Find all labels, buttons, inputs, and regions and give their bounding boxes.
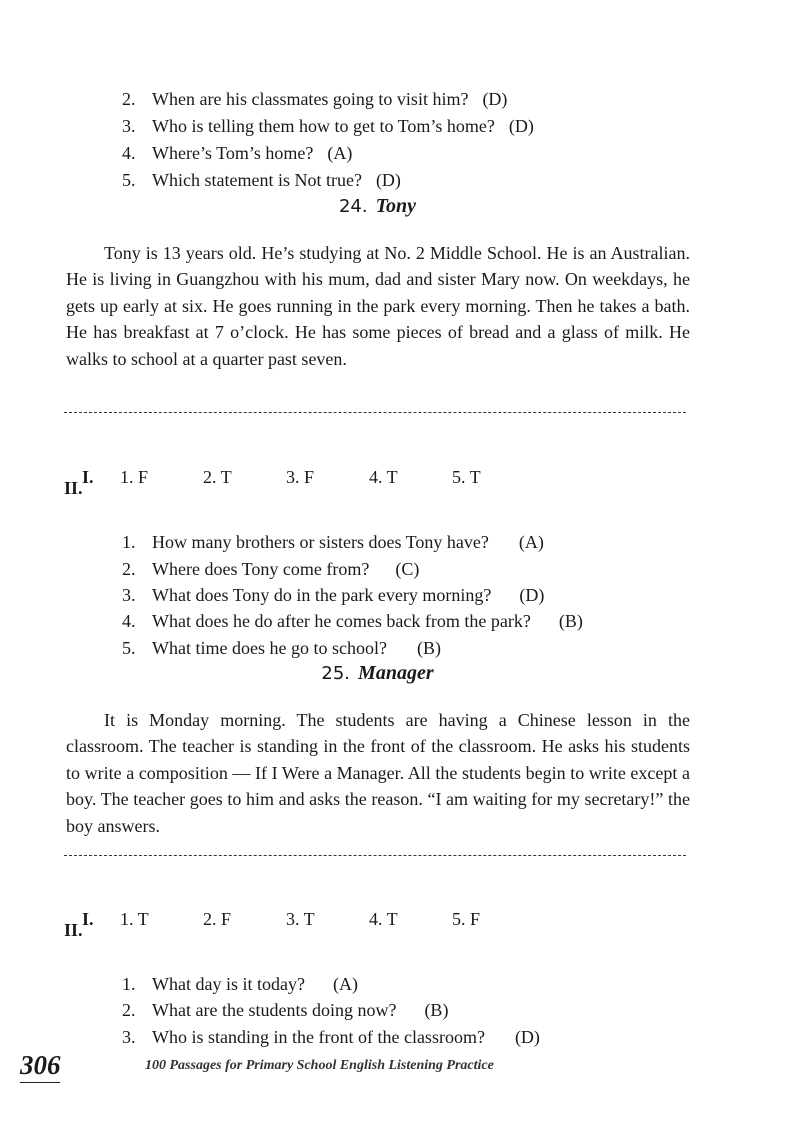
section-24-question-4: 4. What does he do after he comes back from the park? (B) [122,611,583,631]
section-24-part2-label: II. [64,478,83,498]
section-25-divider [64,855,686,856]
section-25-passage: It is Monday morning. The students are having a Chinese lesson in the classroom. The teacher is standing in the front of the classroom. He asks his students to write a composition — If I Were a Manager. All the students begin to write except a boy. The teacher goes to him and asks the reason. “I am waiting for my secretary!” the boy answers. [66,710,690,836]
top-question-5: 5. Which statement is Not true? (D) [122,170,401,190]
top-question-4: 4. Where’s Tom’s home? (A) [122,143,353,163]
section-25-part1-answers: I. 1. T 2. F 3. T 4. T 5. F [82,909,481,929]
section-25-part2-label: II. [64,920,83,940]
section-24-part1-answers: I. 1. F 2. T 3. F 4. T 5. T [82,467,481,487]
section-24-title: 24. Tony [338,195,417,217]
section-24-question-1: 1. How many brothers or sisters does Tony have? (A) [122,532,544,552]
section-25-title: 25. Manager [321,662,434,684]
section-24-question-2: 2. Where does Tony come from? (C) [122,559,420,579]
page-number-underline [20,1082,60,1083]
book-title-footer: 100 Passages for Primary School English Listening Practice [145,1058,494,1073]
section-24-question-5: 5. What time does he go to school? (B) [122,638,441,658]
top-question-3: 3. Who is telling them how to get to Tom’s home? (D) [122,116,534,136]
section-24-passage: Tony is 13 years old. He’s studying at No. 2 Middle School. He is an Australian. He is living in Guangzhou with his mum, dad and sister Mary now. On weekdays, he gets up early at six. He goes running in the park every morning. Then he takes a bath. He has breakfast at 7 o’clock. He has some pieces of bread and a glass of milk. He walks to school at a quarter past seven. [66,243,690,369]
top-question-2: 2. When are his classmates going to visit him? (D) [122,89,508,109]
section-25-question-2: 2. What are the students doing now? (B) [122,1000,449,1020]
page-number: 306 [20,1050,61,1080]
section-25-question-3: 3. Who is standing in the front of the classroom? (D) [122,1027,540,1047]
section-24-question-3: 3. What does Tony do in the park every morning? (D) [122,585,545,605]
section-25-question-1: 1. What day is it today? (A) [122,974,358,994]
section-24-divider [64,412,686,413]
